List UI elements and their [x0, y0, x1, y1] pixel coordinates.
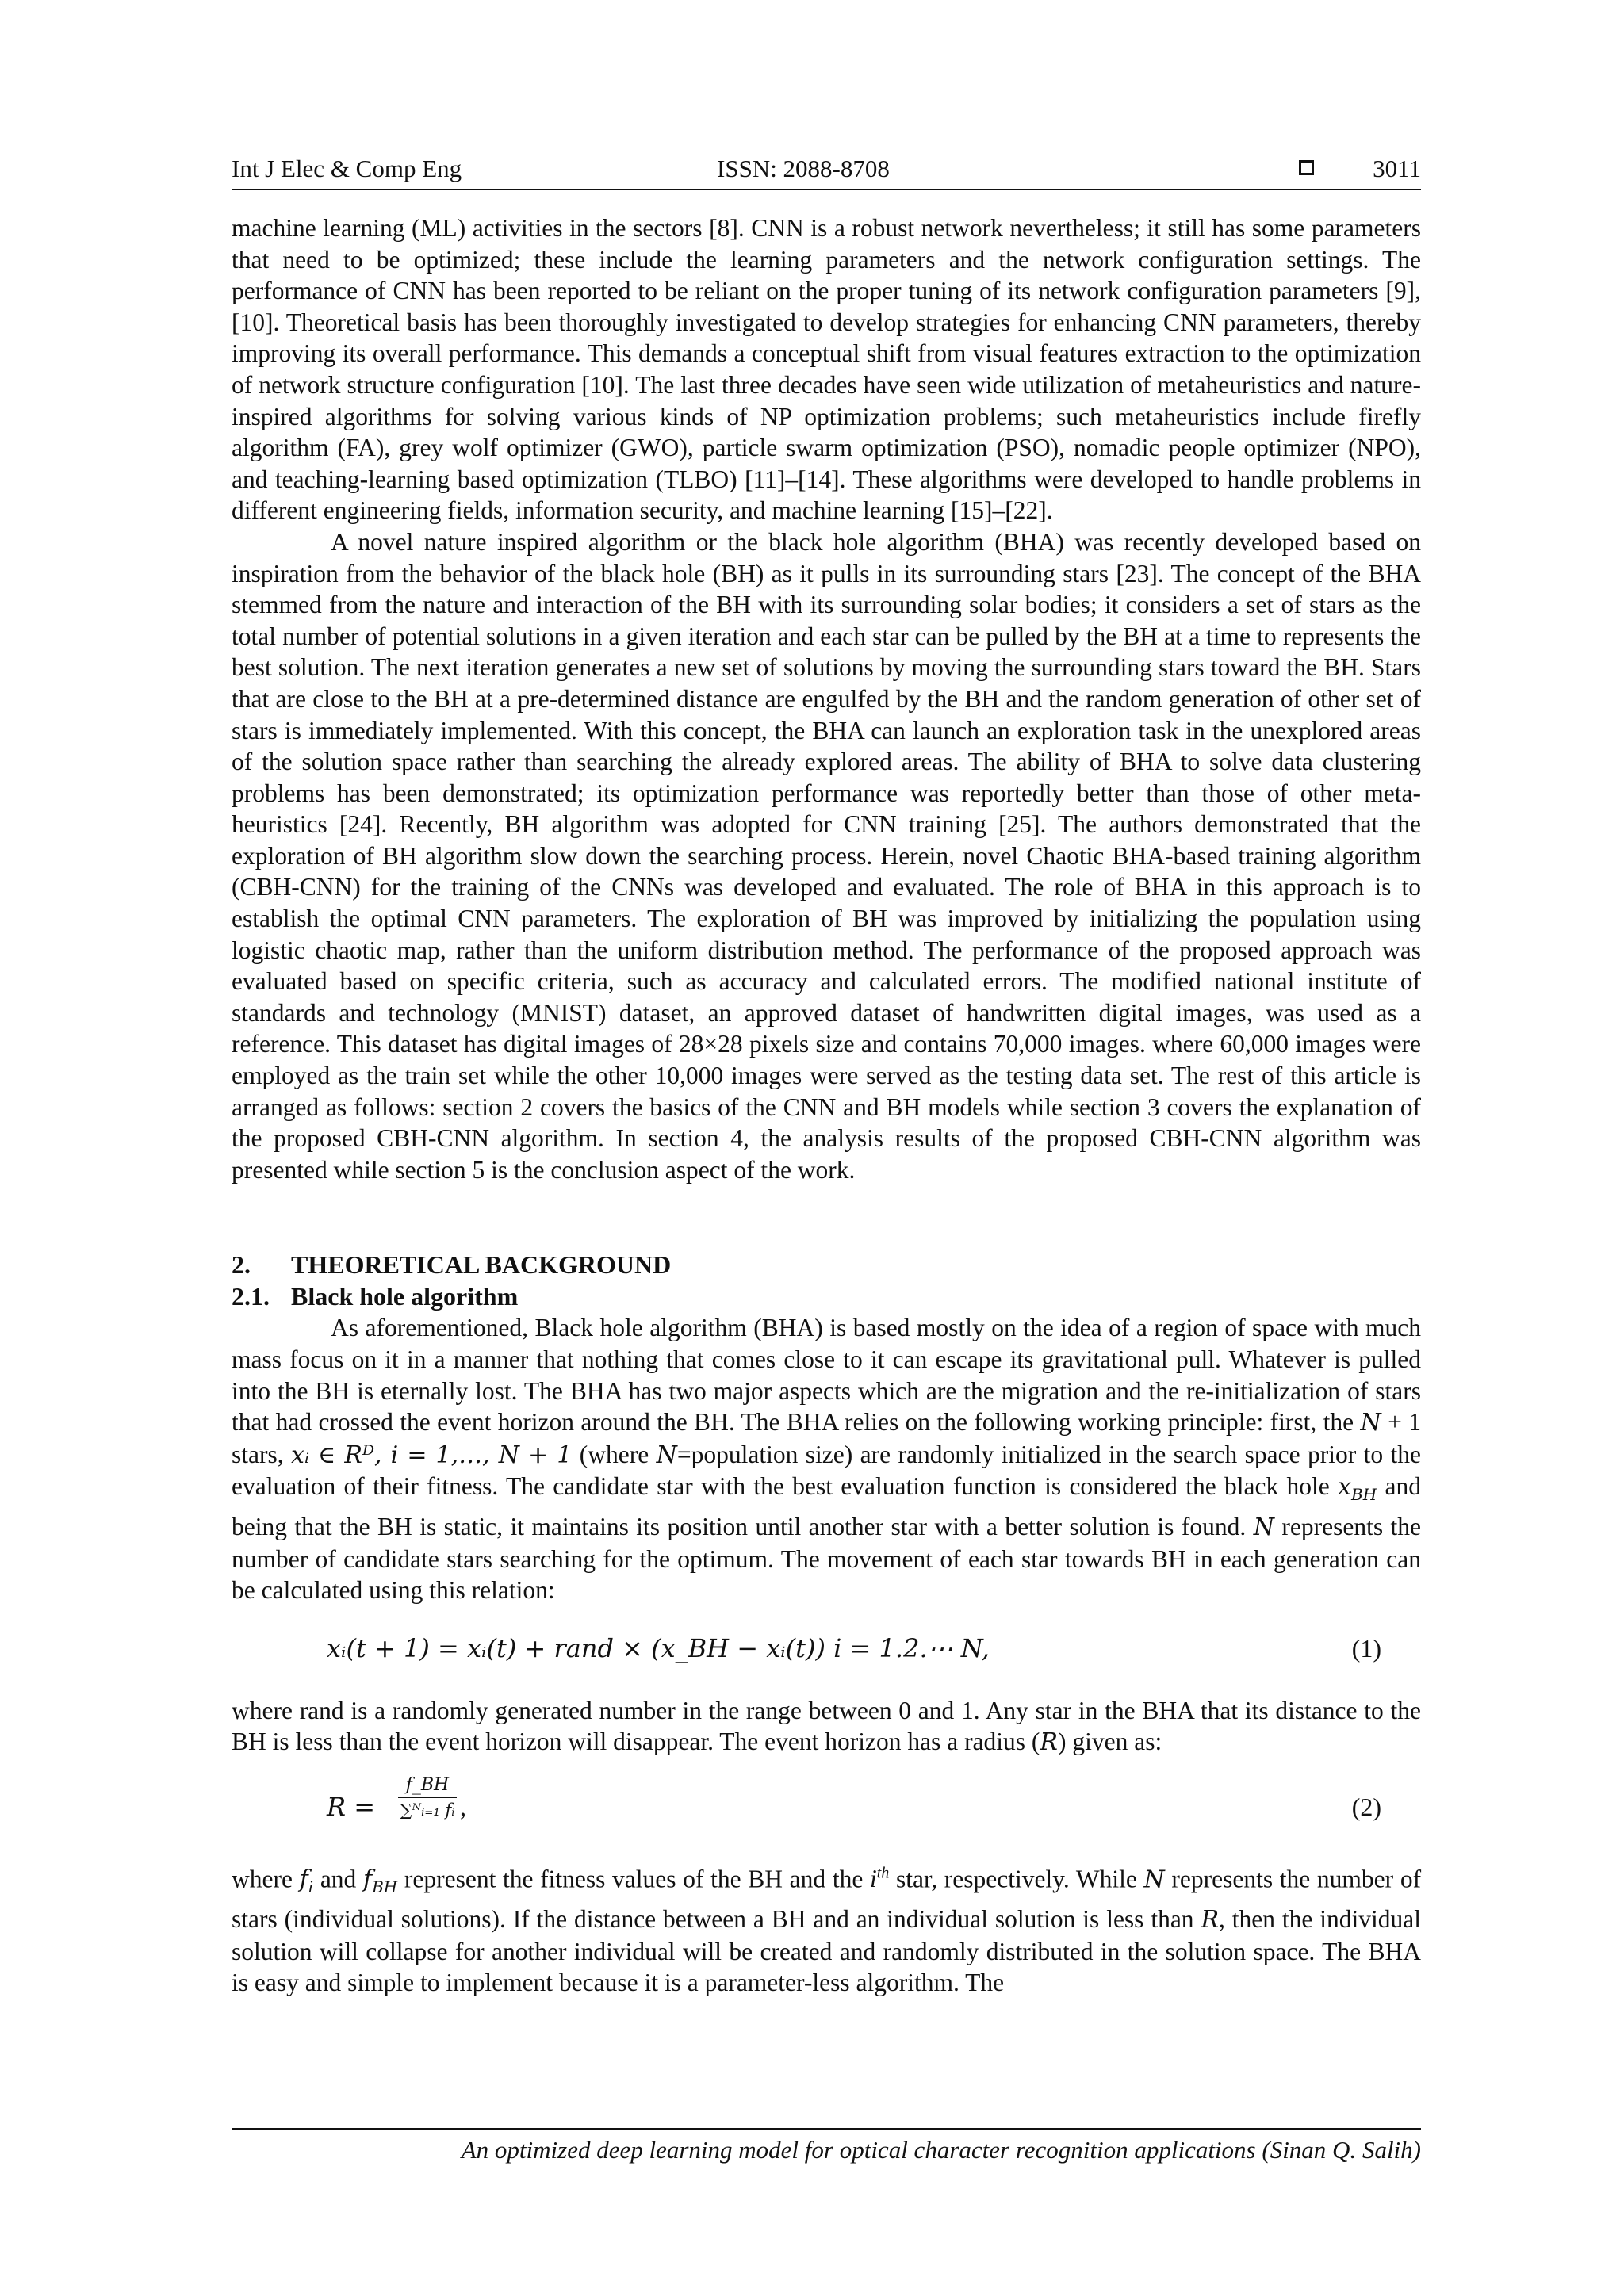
p3-text-c: (where [579, 1440, 649, 1468]
math-n-3: N [1253, 1513, 1274, 1541]
subsection-title: Black hole algorithm [291, 1282, 519, 1311]
journal-name: Int J Elec & Comp Eng [232, 155, 462, 182]
body-text [232, 212, 1421, 1999]
header-rule [232, 189, 1421, 190]
issn: ISSN: 2088-8708 [717, 155, 890, 182]
equation-2-numerator: f_BH [398, 1774, 457, 1798]
p3-text-f: represents the number of candidate stars searching for the optimum. The movement of each star towards BH in each generation can be calculated using this relation: [232, 1512, 1422, 1605]
math-f-bh: $f_{BH}$ [362, 1866, 398, 1897]
paragraph-4 [232, 1695, 1421, 1758]
footer-rule [232, 2128, 1421, 2130]
p5-text-e: represents the number of stars (individual solutions). If the distance between a BH and an individual solution is less than [232, 1865, 1422, 1934]
subsection-heading [232, 1280, 1421, 1312]
subsection-number: 2.1. [232, 1282, 270, 1311]
equation-1-number: (1) [1351, 1633, 1381, 1663]
paragraph-3 [232, 1312, 1421, 1605]
math-n: N [1360, 1409, 1381, 1437]
p5-text-d: star, respectively. While [895, 1865, 1137, 1893]
paragraph-5 [232, 1858, 1421, 1999]
math-star-set: xᵢ ∈ Rᴰ, i = 1,…, N + 1 [291, 1441, 573, 1469]
paragraph-1: machine learning (ML) activities in the sectors [8]. CNN is a robust network nevertheless; it still has some parameters that need to be optimized; these include the learning parameters and the network configuration settings. The performance of CNN has been reported to be reliant on the proper tuning of its network configuration parameters [9], [10]. Theoretical basis has been thoroughly investigated to develop strategies for enhancing CNN parameters, thereby improving its overall performance. This demands a conceptual shift from visual features extraction to the optimization of network structure configuration [10]. The last three decades have seen wide utilization of metaheuristics and nature-inspired algorithms for solving various kinds of NP optimization problems; such metaheuristics include firefly algorithm (FA), grey wolf optimizer (GWO), particle swarm optimization (PSO), nomadic people optimizer (NPO), and teaching-learning based optimization (TLBO) [11]–[14]. These algorithms were developed to handle problems in different engineering fields, information security, and machine learning [15]–[22]. [232, 214, 1421, 525]
section-title: THEORETICAL BACKGROUND [291, 1250, 672, 1280]
equation-2-fraction [398, 1774, 457, 1822]
p5-text-a: where [232, 1865, 293, 1893]
p5-text-c: represent the fitness values of the BH and the [404, 1865, 864, 1893]
section-gap [232, 1185, 1421, 1249]
p3-text-d: =population size) are randomly initialized in the search space prior to the evaluation of their fitness. The candidate star with the best evaluation function is considered the black hole [232, 1440, 1421, 1501]
p5-text-b: and [320, 1865, 357, 1893]
math-r-2: R [1201, 1906, 1220, 1934]
math-r: R [1040, 1728, 1059, 1757]
p3-text-e: and being that the BH is static, it maintains its position until another star with a better solution is found. [232, 1472, 1421, 1540]
equation-2-lhs: R = [327, 1791, 376, 1822]
section-number: 2. [232, 1250, 251, 1280]
p5-text-f: , then the individual solution will collapse for another individual will be created and randomly distributed in the solution space. The BHA is easy and simple to implement because it is a parameter-less algorithm. The [232, 1905, 1422, 1997]
paragraph-2: A novel nature inspired algorithm or the black hole algorithm (BHA) was recently developed based on inspiration from the behavior of the black hole (BH) as it pulls in its surrounding stars [23]. The concept of the BHA stemmed from the nature and interaction of the BH with its surrounding solar bodies; it considers a set of stars as the total number of potential solutions in a given iteration and each star can be pulled by the BH at a time to represents the best solution. The next iteration generates a new set of solutions by moving the surrounding stars toward the BH. Stars that are close to the BH at a pre-determined distance are engulfed by the BH and the random generation of other set of stars is immediately implemented. With this concept, the BHA can launch an exploration task in the unexplored areas of the solution space rather than searching the already explored areas. The ability of BHA to solve data clustering problems has been demonstrated; its optimization performance was reportedly better than those of other meta-heuristics [24]. Recently, BH algorithm was adopted for CNN training [25]. The authors demonstrated that the exploration of BH algorithm slow down the searching process. Herein, novel Chaotic BHA-based training algorithm (CBH-CNN) for the training of the CNNs was developed and evaluated. The role of BHA in this approach is to establish the optimal CNN parameters. The exploration of BH was improved by initializing the population using logistic chaotic map, rather than the uniform distribution method. The performance of the proposed approach was evaluated based on specific criteria, such as accuracy and calculated errors. The modified national institute of standards and technology (MNIST) dataset, an approved dataset of handwritten digital images, was used as a reference. This dataset has digital images of 28×28 pixels size and contains 70,000 images. where 60,000 images were employed as the train set while the other 10,000 images were served as the testing data set. The rest of this article is arranged as follows: section 2 covers the basics of the CNN and BH models while section 3 covers the explanation of the proposed CBH-CNN algorithm. In section 4, the analysis results of the proposed CBH-CNN algorithm was presented while section 5 is the conclusion aspect of the work. [232, 527, 1421, 1184]
equation-2-denominator: ∑ᴺᵢ₌₁ fᵢ [400, 1800, 455, 1820]
equation-2 [232, 1770, 1421, 1849]
section-heading [232, 1249, 1421, 1280]
square-bullet-icon [1299, 160, 1314, 175]
p3-text-a: As aforementioned, Black hole algorithm (BHA) is based mostly on the idea of a region of space with much mass focus on it in a manner that nothing that comes close to it can escape its gravitational pull. Whatever is pulled into the BH is eternally lost. The BHA has two major aspects which are the migration and the re-initialization of stars that had crossed the event horizon around the BH. The BHA relies on the following working principle: first, the [232, 1314, 1421, 1437]
running-header [232, 153, 1421, 185]
math-i-th: $i^{th}$ [869, 1864, 890, 1893]
equation-2-comma: , [460, 1792, 466, 1821]
p3-text-b: + 1 stars, [232, 1408, 1421, 1468]
equation-1-body: xᵢ(t + 1) = xᵢ(t) + rand × (x_BH − xᵢ(t)) i = 1.2.⋯ N, [327, 1632, 990, 1663]
math-x-bh: $x_{BH}$ [1338, 1473, 1377, 1505]
p4-text-b: ) given as: [1058, 1728, 1162, 1756]
equation-2-number: (2) [1351, 1792, 1381, 1821]
page-number: 3011 [1373, 155, 1421, 182]
math-n-4: N [1143, 1866, 1165, 1894]
equation-1 [232, 1619, 1421, 1682]
math-n-2: N [656, 1441, 677, 1469]
math-f-i: $f_i$ [299, 1866, 314, 1897]
p4-text-a: where rand is a randomly generated number in the range between 0 and 1. Any star in the BHA that its distance to the BH is less than the event horizon will disappear. The event horizon has a radius ( [232, 1696, 1421, 1756]
running-footer: An optimized deep learning model for optical character recognition applications (Sinan Q. Salih) [461, 2136, 1421, 2164]
